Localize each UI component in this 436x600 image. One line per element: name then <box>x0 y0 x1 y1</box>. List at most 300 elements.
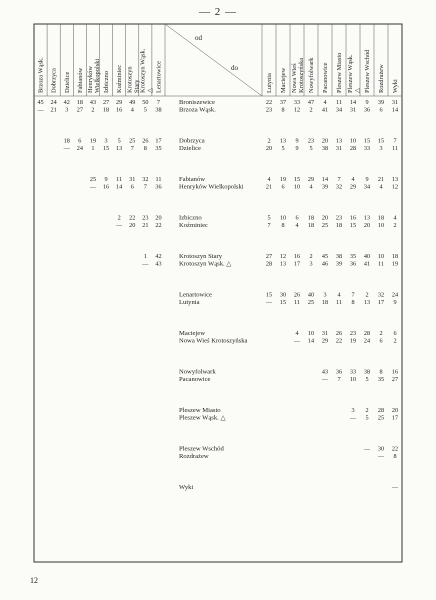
distance-cell: 18 <box>76 99 83 106</box>
station-name: Brzoza Wąsk. <box>179 106 216 114</box>
station-group <box>179 292 398 307</box>
distance-cell: 16 <box>349 214 357 222</box>
distance-cell: — <box>89 183 97 191</box>
distance-cell: 18 <box>335 222 343 230</box>
distance-cell: 2 <box>267 137 271 145</box>
distance-cell: 27 <box>76 106 83 114</box>
distance-cell: 4 <box>337 291 341 299</box>
station-group <box>141 253 398 268</box>
distance-cell: 6 <box>379 106 383 114</box>
distance-cell: 38 <box>155 106 162 114</box>
distance-cell: 29 <box>307 176 315 183</box>
distance-cell: 25 <box>307 299 315 307</box>
distance-cell: 47 <box>307 99 315 106</box>
column-header-text: Pleszew Wąsk. <box>347 54 354 93</box>
station-group <box>63 138 398 153</box>
distance-cell: 40 <box>307 291 315 299</box>
distance-cell: 4 <box>295 222 299 230</box>
distance-cell: 1 <box>91 145 95 153</box>
distance-cell: 33 <box>363 145 371 153</box>
distance-cell: 34 <box>363 183 371 191</box>
distance-cell: 41 <box>363 260 371 268</box>
station-group <box>179 369 398 384</box>
station-name: Dobrzyca <box>179 137 205 145</box>
column-header <box>103 71 110 93</box>
distance-cell: 39 <box>377 99 385 106</box>
distance-cell: 18 <box>391 253 399 260</box>
distance-cell: 17 <box>377 299 385 307</box>
station-group <box>179 330 397 345</box>
station-name: Maciejew <box>179 330 205 337</box>
station-group <box>89 176 398 191</box>
distance-cell: 11 <box>392 145 398 153</box>
distance-cell: 25 <box>377 414 385 422</box>
distance-cell: 6 <box>393 330 397 337</box>
footer-number: 12 <box>30 576 38 585</box>
distance-cell: 7 <box>156 99 160 106</box>
distance-cell: 33 <box>293 99 301 106</box>
column-header <box>38 57 45 93</box>
distance-cell: 22 <box>129 214 136 222</box>
distance-cell: 9 <box>295 137 299 145</box>
distance-cell: 21 <box>50 106 57 114</box>
distance-cell: 1 <box>143 253 147 260</box>
station-group <box>36 99 398 114</box>
distance-cell: 4 <box>351 176 355 183</box>
distance-cell: 17 <box>155 137 162 145</box>
column-header <box>291 58 305 93</box>
column-header <box>336 53 343 93</box>
distance-cell: 36 <box>155 183 162 191</box>
distance-cell: 35 <box>155 145 162 153</box>
distance-cell: 3 <box>65 106 69 114</box>
distance-cell: 20 <box>363 222 371 230</box>
column-header <box>155 61 162 93</box>
distance-cell: 10 <box>349 137 357 145</box>
distance-cell: 12 <box>279 253 287 260</box>
distance-cell: 26 <box>335 330 343 337</box>
to-label: do <box>231 64 238 72</box>
distance-cell: 43 <box>89 99 97 106</box>
station-name: Pleszew Miasto <box>179 407 221 414</box>
distance-cell: 15 <box>377 137 385 145</box>
station-name: Koźminiec <box>179 222 208 230</box>
distance-cell: — <box>377 453 385 461</box>
distance-cell: 43 <box>321 368 329 376</box>
station-group <box>115 215 396 230</box>
column-header <box>322 62 329 93</box>
distance-cell: 20 <box>321 137 329 145</box>
distance-cell: 43 <box>155 260 162 268</box>
distance-cell: 25 <box>129 137 136 145</box>
distance-cell: 18 <box>63 137 70 145</box>
distance-cell: 34 <box>335 106 343 114</box>
column-header <box>308 57 315 93</box>
distance-cell: 3 <box>104 137 108 145</box>
column-header-text: Krotoszyn <box>126 66 134 93</box>
distance-cell: 7 <box>130 145 134 153</box>
column-header-text: Izbiczno <box>103 71 111 93</box>
distance-cell: 21 <box>142 222 149 230</box>
distance-cell: 31 <box>349 106 357 114</box>
column-header-text: Henryków <box>86 66 94 93</box>
distance-cell: 5 <box>117 137 121 145</box>
distance-cell: 29 <box>116 99 123 106</box>
distance-cell: 2 <box>379 330 383 337</box>
column-header-text: Stary <box>133 79 141 93</box>
column-header-text: Dzielice <box>63 71 71 93</box>
distance-cell: 5 <box>143 106 147 114</box>
distance-cell: 10 <box>279 214 287 222</box>
distance-cell: 38 <box>363 368 371 376</box>
distance-cell: 18 <box>307 214 315 222</box>
column-header-text: Krotoszyńska <box>298 57 305 93</box>
station-name: Rozdrażew <box>179 453 209 461</box>
distance-cell: 17 <box>293 260 301 268</box>
distance-cell: 9 <box>393 299 397 307</box>
distance-cell: 15 <box>293 176 301 183</box>
distance-cell: 19 <box>349 337 357 345</box>
distance-cell: 30 <box>279 291 287 299</box>
distance-cell: 14 <box>307 337 315 345</box>
distance-cell: 13 <box>363 214 371 222</box>
distance-cell: 2 <box>91 106 95 114</box>
distance-cell: — <box>363 445 371 453</box>
column-header-text: Pleszew Wschód <box>364 49 371 93</box>
from-label: od <box>195 34 202 42</box>
distance-cell: 23 <box>265 106 273 114</box>
column-header-text: Koźminiec <box>116 64 124 93</box>
distance-cell: 16 <box>293 253 301 260</box>
column-header <box>64 72 71 93</box>
distance-cell: 2 <box>309 253 313 260</box>
distance-cell: 28 <box>377 407 385 414</box>
distance-cell: 2 <box>393 222 397 230</box>
distance-cell: 17 <box>391 414 399 422</box>
distance-cell: 6 <box>78 137 82 145</box>
distance-cell: 35 <box>377 376 385 384</box>
distance-cell: 46 <box>321 260 329 268</box>
distance-cell: 49 <box>129 99 136 106</box>
distance-cell: 36 <box>349 260 357 268</box>
distance-cell: — <box>265 299 273 307</box>
station-name: Broniszewice <box>179 99 215 106</box>
distance-cell: 4 <box>267 176 271 183</box>
distance-cell: 2 <box>393 337 397 345</box>
distance-cell: — <box>63 145 70 153</box>
column-header-text: Dobrzyca <box>50 68 58 93</box>
distance-cell: 5 <box>267 214 271 222</box>
station-group <box>179 407 398 422</box>
distance-cell: 6 <box>281 183 285 191</box>
distance-cell: 8 <box>143 145 147 153</box>
distance-cell: 14 <box>349 99 357 106</box>
column-header-text: Fabianów <box>76 67 84 93</box>
distance-cell: 23 <box>307 137 315 145</box>
station-name: Nowa Wieś Krotoszyńska <box>179 337 248 345</box>
distance-cell: 2 <box>365 407 369 414</box>
distance-cell: 11 <box>294 299 300 307</box>
column-header <box>280 67 287 93</box>
distance-cell: 24 <box>50 99 57 106</box>
distance-cell: 13 <box>391 176 399 183</box>
distance-cell: 2 <box>365 291 369 299</box>
distance-cell: 11 <box>336 99 342 106</box>
distance-cell: — <box>391 484 399 491</box>
column-header <box>126 66 140 93</box>
distance-cell: 21 <box>377 176 385 183</box>
distance-cell: 25 <box>321 222 329 230</box>
distance-cell: 15 <box>265 291 273 299</box>
distance-cell: 26 <box>293 291 301 299</box>
distance-cell: 5 <box>365 414 369 422</box>
distance-cell: 28 <box>265 260 273 268</box>
distance-cell: 6 <box>379 337 383 345</box>
distance-cell: 19 <box>391 260 399 268</box>
station-name: Henryków Wielkopolski <box>179 183 244 191</box>
distance-cell: 16 <box>102 183 110 191</box>
distance-cell: 18 <box>321 299 329 307</box>
distance-cell: 31 <box>391 99 399 106</box>
distance-cell: 7 <box>393 137 397 145</box>
distance-cell: 15 <box>102 145 110 153</box>
column-header-text: Lenartowice <box>155 61 163 93</box>
distance-cell: 20 <box>265 145 273 153</box>
distance-cell: 11 <box>378 260 384 268</box>
distance-cell: 13 <box>279 260 287 268</box>
distance-cell: 20 <box>321 214 329 222</box>
distance-cell: 42 <box>155 253 162 260</box>
distance-cell: 21 <box>265 183 273 191</box>
distance-cell: 6 <box>130 183 134 191</box>
column-header <box>266 73 273 93</box>
distance-cell: 23 <box>349 330 357 337</box>
station-name: Wyki <box>179 484 194 491</box>
column-header <box>392 79 399 93</box>
distance-cell: 35 <box>349 253 357 260</box>
distance-cell: 9 <box>104 176 108 183</box>
distance-cell: 42 <box>63 99 70 106</box>
distance-cell: 18 <box>377 214 385 222</box>
distance-cell: 5 <box>281 145 285 153</box>
distance-cell: 26 <box>142 137 149 145</box>
column-header-text: △ <box>146 88 154 93</box>
column-header-text: Krotoszyn Wąsk. <box>139 48 147 93</box>
page-number: — 2 — <box>199 6 237 18</box>
station-name: Lutynia <box>179 299 200 307</box>
column-header <box>87 59 101 93</box>
distance-cell: 32 <box>335 183 343 191</box>
distance-cell: 31 <box>129 176 136 183</box>
distance-cell: 3 <box>309 260 313 268</box>
distance-cell: 38 <box>335 253 343 260</box>
distance-cell: 8 <box>351 299 355 307</box>
distance-cell: 3 <box>351 407 355 414</box>
column-header <box>347 54 361 93</box>
distance-cell: 9 <box>365 99 369 106</box>
distance-cell: 8 <box>281 106 285 114</box>
column-header-text: Lutynia <box>266 73 273 93</box>
distance-cell: 22 <box>391 445 399 453</box>
station-name: Krotoszyn Wąsk. △ <box>179 260 232 268</box>
column-header-text: Nowa Wieś <box>291 63 298 93</box>
distance-cell: 9 <box>365 176 369 183</box>
distance-cell: 15 <box>349 222 357 230</box>
distance-cell: 39 <box>335 260 343 268</box>
distance-cell: 24 <box>391 291 399 299</box>
distance-cell: 10 <box>377 253 385 260</box>
distance-cell: 11 <box>155 176 162 183</box>
distance-cell: 2 <box>309 106 313 114</box>
station-name: Krotoszyn Stary <box>179 253 223 260</box>
distance-cell: 16 <box>116 106 123 114</box>
distance-cell: 41 <box>321 106 329 114</box>
column-header-text: Pleszew Miasto <box>336 52 343 93</box>
distance-cell: 27 <box>265 253 273 260</box>
distance-cell: 4 <box>295 330 299 337</box>
distance-cell: 45 <box>321 253 329 260</box>
distance-cell: 10 <box>349 376 357 384</box>
distance-cell: 10 <box>377 222 385 230</box>
distance-cell: — <box>37 106 44 114</box>
distance-cell: 13 <box>116 145 123 153</box>
od-do-diagonal <box>165 24 262 96</box>
column-header <box>378 64 385 93</box>
distance-cell: 2 <box>117 214 121 222</box>
distance-cell: 4 <box>130 106 134 114</box>
distance-cell: 33 <box>349 368 357 376</box>
distance-cell: 4 <box>379 183 383 191</box>
column-header-text: Wielkopolski <box>93 58 101 93</box>
distance-cell: 22 <box>155 222 162 230</box>
distance-cell: 19 <box>89 137 97 145</box>
distance-cell: 29 <box>349 183 357 191</box>
distance-cell: 9 <box>295 145 299 153</box>
station-name: Nowyfolwark <box>179 368 216 376</box>
distance-cell: 10 <box>307 330 315 337</box>
distance-cell: 6 <box>295 214 299 222</box>
distance-cell: 15 <box>363 137 371 145</box>
distance-cell: 27 <box>391 376 399 384</box>
station-name: Fabianów <box>179 176 206 183</box>
column-header-text: Rozdrażew <box>378 64 385 93</box>
station-name: Dzielice <box>179 145 201 153</box>
distance-cell: — <box>142 260 149 268</box>
distance-cell: 7 <box>143 183 147 191</box>
distance-cell: 20 <box>129 222 136 230</box>
distance-cell: — <box>349 414 357 422</box>
distance-cell: 15 <box>279 299 287 307</box>
distance-cell: 8 <box>281 222 285 230</box>
distance-cell: 3 <box>323 291 327 299</box>
distance-cell: 14 <box>116 183 123 191</box>
distance-cell: 39 <box>321 183 329 191</box>
distance-cell: 36 <box>363 106 371 114</box>
distance-cell: 11 <box>116 176 123 183</box>
distance-cell: 31 <box>321 330 329 337</box>
distance-cell: 12 <box>293 106 301 114</box>
distance-cell: 7 <box>337 376 341 384</box>
distance-cell: 16 <box>391 368 399 376</box>
distance-cell: 38 <box>321 145 329 153</box>
distance-cell: 5 <box>309 145 313 153</box>
distance-cell: 45 <box>37 99 44 106</box>
distance-cell: 3 <box>379 145 383 153</box>
distance-cell: 24 <box>76 145 83 153</box>
distance-cell: 8 <box>379 368 383 376</box>
distance-cell: 11 <box>336 299 342 307</box>
distance-cell: 30 <box>377 445 385 453</box>
column-header-text: Brzoza Wąsk. <box>37 57 45 93</box>
distance-cell: 22 <box>335 337 343 345</box>
distance-cell: 24 <box>363 337 371 345</box>
distance-cell: 20 <box>155 214 162 222</box>
distance-cell: 32 <box>142 176 149 183</box>
station-name: Izbiczno <box>179 214 202 222</box>
column-header-text: Wyki <box>392 79 399 93</box>
distance-cell: 36 <box>335 368 343 376</box>
distance-cell: 5 <box>365 376 369 384</box>
distance-cell: 14 <box>391 106 399 114</box>
distance-cell: 50 <box>142 99 149 106</box>
distance-cell: 10 <box>293 183 301 191</box>
distance-cell: 25 <box>89 176 97 183</box>
column-header-text: Pacanowice <box>322 62 329 93</box>
station-group <box>179 446 398 461</box>
column-header-text: Nowyfolwark <box>308 57 315 93</box>
distance-cell: 22 <box>265 99 273 106</box>
distance-cell: 13 <box>363 299 371 307</box>
station-name: Pleszew Wąsk. △ <box>179 414 226 422</box>
distance-cell: 4 <box>393 214 397 222</box>
distance-cell: 13 <box>335 137 343 145</box>
station-name: Pacanowice <box>179 376 211 384</box>
distance-cell: 29 <box>321 337 329 345</box>
distance-cell: — <box>293 337 301 345</box>
distance-cell: 28 <box>349 145 357 153</box>
distance-cell: 7 <box>337 176 341 183</box>
distance-cell: 8 <box>393 453 397 461</box>
station-name: Pleszew Wschód <box>179 445 224 453</box>
distance-cell: 7 <box>267 222 271 230</box>
distance-cell: 19 <box>279 176 287 183</box>
column-header-text: △ <box>354 88 361 93</box>
distance-cell: 12 <box>391 183 399 191</box>
distance-cell: 27 <box>102 99 110 106</box>
distance-cell: 28 <box>363 330 371 337</box>
distance-cell: 32 <box>377 291 385 299</box>
column-header <box>139 48 153 93</box>
distance-cell: 18 <box>307 222 315 230</box>
station-name: Lenartowice <box>179 291 212 299</box>
distance-cell: 4 <box>323 99 327 106</box>
column-header <box>116 65 123 93</box>
distance-cell: — <box>116 222 123 230</box>
column-header-text: Maciejew <box>280 67 287 93</box>
column-header <box>77 67 84 93</box>
station-group <box>179 484 399 491</box>
column-header <box>51 68 58 93</box>
distance-cell: 7 <box>351 291 355 299</box>
distance-cell: 14 <box>321 176 329 183</box>
column-header <box>364 49 371 93</box>
distance-cell: 20 <box>391 407 399 414</box>
distance-cell: 31 <box>335 145 343 153</box>
distance-cell: 18 <box>102 106 110 114</box>
distance-cell: 37 <box>279 99 287 106</box>
distance-cell: 23 <box>142 214 149 222</box>
table-body <box>36 99 398 491</box>
